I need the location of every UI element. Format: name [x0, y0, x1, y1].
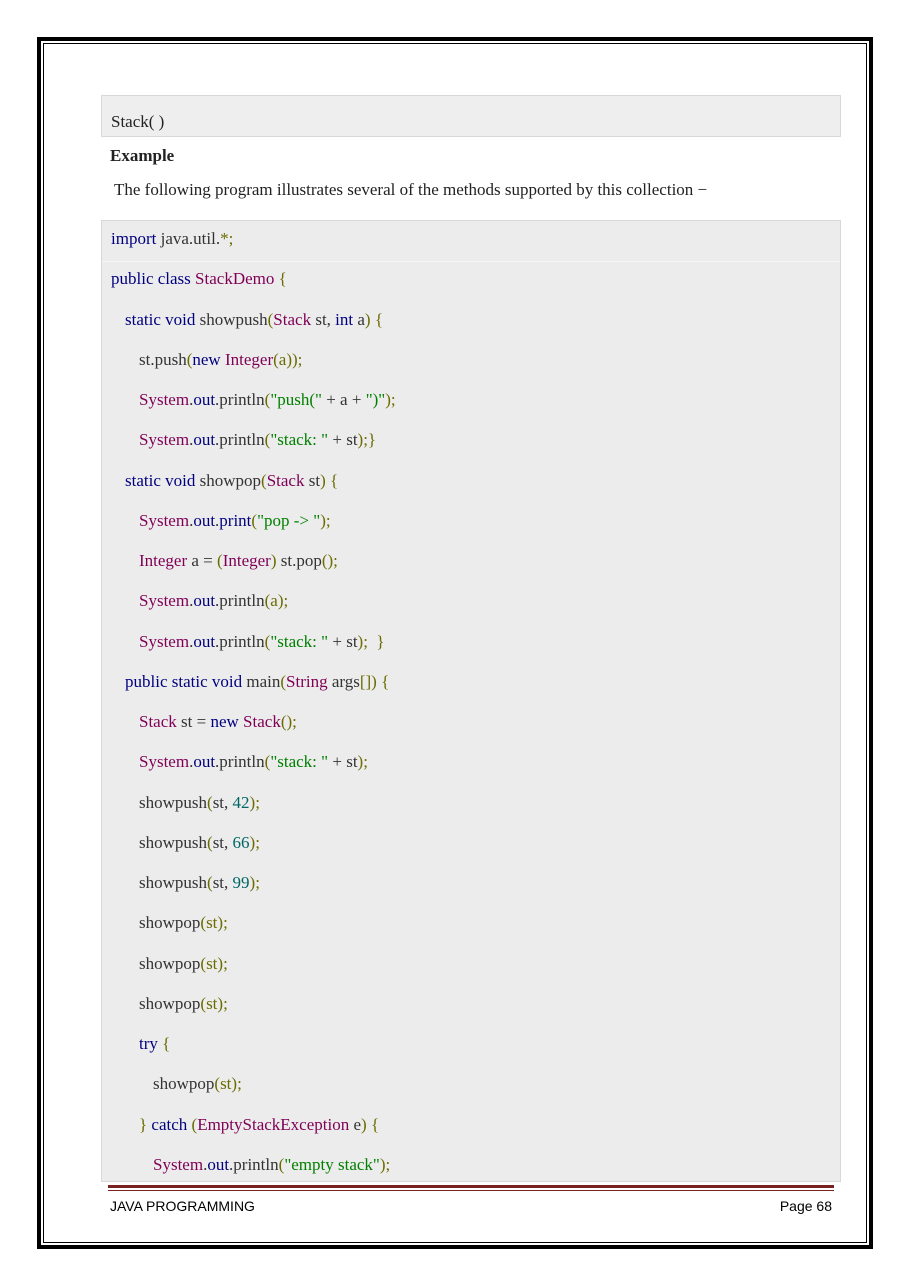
code-token: ); } — [357, 631, 385, 651]
code-line — [153, 1074, 242, 1114]
code-token: ); — [320, 510, 331, 530]
code-token: 42 — [232, 792, 250, 812]
code-line — [125, 672, 389, 712]
code-token: . — [189, 631, 194, 651]
code-token: out — [193, 631, 216, 651]
code-token: . — [189, 591, 194, 611]
code-token: + a + — [321, 390, 366, 409]
code-token: out — [193, 510, 216, 530]
code-token: showpop — [139, 993, 201, 1013]
code-token: "pop -> " — [257, 510, 321, 530]
code-line — [139, 1034, 170, 1074]
code-token: st.pop — [276, 551, 322, 570]
constructor-signature: Stack( ) — [111, 112, 165, 131]
code-token: .println — [215, 430, 265, 450]
code-token: + st — [328, 752, 358, 772]
code-token: showpush — [199, 309, 268, 329]
example-heading: Example — [110, 146, 175, 165]
code-token: (st); — [200, 993, 228, 1013]
footer-title: JAVA PROGRAMMING — [110, 1198, 255, 1214]
code-line — [139, 390, 396, 430]
example-intro: The following program illustrates several of the methods supported by this collection − — [114, 180, 708, 199]
code-token: st, — [212, 873, 233, 892]
code-token: out — [193, 591, 216, 611]
code-token: + st — [328, 430, 358, 450]
code-token: (); — [280, 712, 297, 731]
code-token: ( — [264, 631, 271, 651]
code-token: System — [139, 390, 190, 409]
code-token: ")" — [365, 390, 386, 409]
code-token: Stack — [243, 712, 281, 731]
code-line — [139, 954, 228, 994]
code-token: { — [157, 1034, 171, 1053]
code-token: System — [139, 631, 190, 651]
code-token: .println — [215, 631, 265, 651]
code-token: st = — [176, 712, 211, 731]
code-token: (st); — [214, 1074, 242, 1094]
code-token: showpush — [139, 792, 208, 812]
code-token: ); — [379, 1154, 391, 1174]
code-token: a = — [187, 551, 218, 570]
code-line — [153, 1155, 390, 1195]
footer-rule-thick — [108, 1185, 834, 1188]
code-token: . — [189, 430, 194, 450]
code-token: ); — [249, 832, 260, 852]
code-token: new — [210, 712, 244, 731]
code-token: []) { — [359, 671, 390, 691]
code-token: ( — [264, 390, 271, 409]
code-line — [139, 591, 288, 631]
code-token: out — [207, 1154, 230, 1174]
code-line — [139, 994, 228, 1034]
code-token: ) — [270, 551, 277, 570]
code-line — [139, 350, 302, 390]
code-token: ); — [249, 792, 260, 812]
code-token: st, — [311, 309, 336, 329]
code-token: System — [139, 430, 190, 450]
code-token: showpop — [139, 913, 201, 933]
code-token: { — [274, 269, 287, 289]
code-token: Stack — [273, 309, 312, 329]
code-token: System — [139, 510, 190, 530]
code-token: main — [246, 671, 281, 691]
code-token: public static void — [125, 671, 247, 691]
code-token: static void — [125, 309, 200, 329]
code-token: static void — [125, 470, 200, 490]
code-token: print — [219, 510, 252, 530]
code-token: EmptyStackException — [197, 1114, 350, 1134]
code-line — [139, 511, 331, 551]
code-token: + st — [328, 631, 358, 651]
code-token: "stack: " — [270, 631, 329, 651]
code-token: showpush — [139, 832, 208, 852]
code-token: .println — [229, 1154, 279, 1174]
code-token: (st); — [200, 953, 228, 973]
code-token: java.util. — [156, 229, 221, 248]
code-line — [139, 833, 260, 873]
code-token: 66 — [232, 832, 250, 852]
code-token: (st); — [200, 913, 228, 933]
code-token: ( — [187, 1114, 198, 1134]
code-token: } — [139, 1114, 152, 1134]
code-token: ( — [267, 309, 274, 329]
code-token: catch — [151, 1114, 188, 1134]
code-line — [139, 712, 297, 752]
code-line — [125, 310, 383, 350]
code-token: ) { — [320, 470, 339, 490]
code-token: System — [139, 591, 190, 611]
code-token: ); — [249, 873, 260, 892]
code-token: args — [327, 671, 360, 691]
code-token: "stack: " — [270, 430, 329, 450]
code-token: "stack: " — [270, 752, 329, 772]
footer-page-number: Page 68 — [779, 1198, 832, 1214]
code-token: );} — [357, 430, 377, 450]
code-token: ); — [385, 390, 396, 409]
code-token: ( — [251, 510, 258, 530]
code-line — [139, 793, 260, 833]
code-token: ( — [278, 1154, 285, 1174]
code-token: .println — [215, 390, 265, 409]
code-token: st, — [212, 792, 233, 812]
code-token: System — [153, 1154, 204, 1174]
constructor-signature-box — [101, 95, 841, 137]
footer-rule-thin — [108, 1190, 834, 1191]
code-token: showpop — [153, 1074, 215, 1094]
code-token: out — [193, 430, 216, 450]
code-token: out — [193, 752, 216, 772]
code-token: (a)); — [273, 349, 303, 369]
code-token: ( — [217, 551, 223, 570]
code-token: . — [203, 1154, 208, 1174]
code-token: "push(" — [270, 390, 322, 409]
code-line — [139, 430, 376, 470]
code-token: String — [286, 671, 328, 691]
code-token: (a); — [264, 591, 289, 611]
code-token: . — [189, 752, 194, 772]
code-token: ( — [261, 470, 267, 490]
code-token: showpush — [139, 873, 208, 892]
code-token: .println — [215, 752, 265, 772]
code-line — [125, 471, 338, 511]
code-token: Integer — [139, 551, 188, 570]
code-token: (); — [321, 551, 338, 570]
code-line — [111, 229, 233, 269]
code-line — [139, 1115, 379, 1155]
code-token: *; — [220, 229, 234, 248]
code-token: ( — [264, 752, 271, 772]
code-token: new — [192, 349, 225, 369]
code-token: Integer — [222, 551, 271, 570]
code-token: ( — [264, 430, 271, 450]
code-token: Stack — [266, 470, 305, 490]
code-token: int — [335, 309, 354, 329]
code-token: a — [353, 309, 365, 329]
code-token: 99 — [232, 873, 250, 892]
code-token: ( — [207, 832, 213, 852]
code-token: public class — [111, 269, 196, 289]
code-token: ( — [207, 873, 213, 892]
code-token: ( — [207, 792, 213, 812]
code-token: . — [189, 390, 194, 409]
code-line — [139, 913, 228, 953]
code-line — [139, 632, 385, 672]
code-token: e — [349, 1114, 362, 1134]
code-token: Integer — [224, 349, 274, 369]
code-token: import — [111, 229, 157, 248]
code-token: "empty stack" — [284, 1154, 380, 1174]
code-block — [101, 220, 841, 1182]
code-token: out — [193, 390, 216, 409]
code-line — [139, 551, 338, 591]
code-line — [111, 269, 287, 309]
code-token: showpop — [199, 470, 262, 490]
code-token: try — [139, 1034, 158, 1053]
code-token: StackDemo — [195, 269, 275, 289]
code-token: ( — [280, 671, 287, 691]
code-token: ) { — [361, 1114, 380, 1134]
code-token: st — [304, 470, 321, 490]
code-token: ); — [357, 752, 368, 772]
code-token: showpop — [139, 953, 201, 973]
code-line — [139, 752, 368, 792]
code-token: ( — [186, 349, 193, 369]
code-token: . — [189, 510, 194, 530]
code-token: ) { — [364, 309, 383, 329]
code-token: . — [215, 510, 220, 530]
code-token: st.push — [139, 349, 187, 369]
code-line — [139, 873, 260, 913]
code-token: .println — [215, 591, 265, 611]
code-token: Stack — [139, 712, 177, 731]
code-token: st, — [212, 832, 233, 852]
code-token: System — [139, 752, 190, 772]
